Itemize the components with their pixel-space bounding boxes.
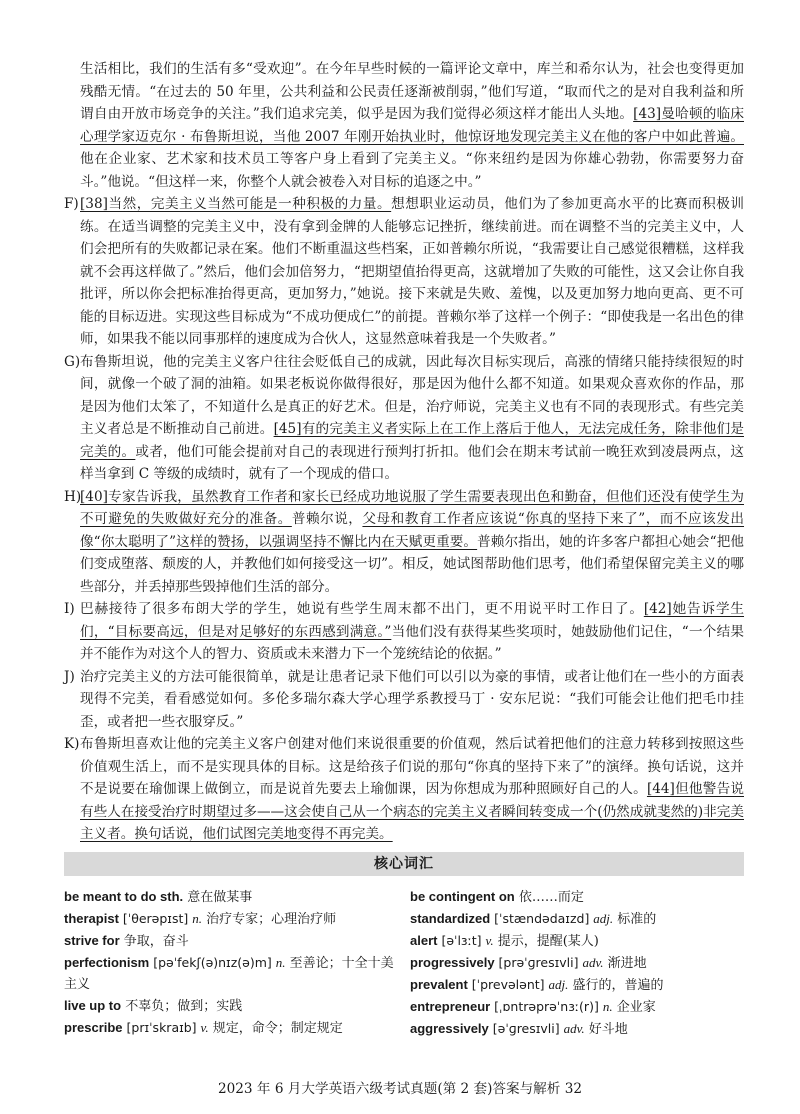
text-segment: 当他们没有获得某些奖项时，她鼓励他们记住，“一个结果并不能作为对这个人的智力、资质或未来潜力下一个笼统结论的依据。” — [80, 623, 744, 662]
text-segment: 布鲁斯坦喜欢让他的完美主义客户创建对他们来说很重要的价值观，然后试着把他们的注意力转移到按照这些价值观生活上，而不是实现具体的目标。这是给孩子们说的那句“你真的坚持下来了”的演绎。换句话说，这并不是说要在瑜伽课上做倒立，而是说首先要去上瑜伽课，因为你想成为那种照顾好自己的人。 — [80, 736, 744, 797]
vocab-pos: adv. — [563, 1020, 585, 1036]
vocab-word: perfectionism — [64, 954, 150, 970]
vocab-phonetic: [pəˈfekʃ(ə)nɪz(ə)m] — [149, 954, 276, 970]
page-footer: 2023 年 6 月大学英语六级考试真题(第 2 套)答案与解析 32 — [217, 1081, 582, 1097]
vocab-definition: 渐进地 — [603, 955, 647, 971]
vocab-entry — [64, 1017, 404, 1039]
paragraph-label: H) — [64, 488, 82, 505]
vocab-definition: 规定，命令；制定规定 — [208, 1020, 343, 1036]
vocab-definition: 标准的 — [613, 911, 657, 927]
paragraph-k — [64, 733, 744, 846]
vocab-definition: 依……而定 — [514, 889, 584, 905]
vocab-definition: 意在做某事 — [183, 889, 253, 905]
vocab-entry — [64, 930, 404, 952]
vocab-definition: 盛行的，普遍的 — [568, 977, 664, 993]
vocab-phonetic: [əˈɡresɪvli] — [488, 1020, 564, 1036]
vocab-word: entrepreneur — [410, 998, 491, 1014]
answer-sentence-45: [45]有的完美主义者实际上在工作上落后于他人，无法完成任务，除非他们是完美的。 — [80, 421, 744, 460]
vocab-word: aggressively — [410, 1020, 489, 1036]
vocab-pos: n. — [602, 998, 613, 1014]
vocab-word: prescribe — [64, 1019, 123, 1035]
text-segment: 想想职业运动员，他们为了参加更高水平的比赛而积极训练。在适当调整的完美主义中，没有拿到金牌的人能够忘记挫折，继续前进。而在调整不当的完美主义中，人们会把所有的失败都记录在案。他们不断重温这些档案，正如普赖尔所说，“我需要让自己感觉很糟糕，这样我就不会再这样做了。”然后，他们会加倍努力，“把期望值抬得更高，这就增加了失败的可能性，这又会让你自我批评，所以你会把标准抬得更高，更加努力，”她说。接下来就是失败、羞愧，以及更加努力地向更高、更不可能的目标迈进。实现这些目标成为“不成功便成仁”的前提。普赖尔举了这样一个例子：“即使我是一名出色的律师，如果我不能以同事那样的速度成为合伙人，这显然意味着我是一个失败者。” — [80, 196, 744, 347]
vocab-word: strive for — [64, 932, 120, 948]
text-segment: 治疗完美主义的方法可能很简单，就是让患者记录下他们可以引以为豪的事情，或者让他们在一些小的方面表现得不完美，看看感觉如何。多伦多瑞尔森大学心理学系教授马丁 · 安东尼说：“我们可能会让他们把毛巾挂歪，或者把一些衣服穿反。” — [80, 668, 744, 730]
vocab-word: progressively — [410, 954, 495, 970]
vocab-entry — [410, 886, 744, 908]
vocab-definition: 好斗地 — [584, 1021, 628, 1037]
page-content — [64, 58, 744, 1040]
vocab-phonetic: [ˈprevələnt] — [467, 976, 549, 992]
text-segment: 布鲁斯坦说，他的完美主义客户往往会贬低自己的成就，因此每次目标实现后，高涨的情绪只能持续很短的时间，就像一个破了洞的油箱。如果老板说你做得很好，那是因为他什么都不知道。如果观众喜欢你的作品，那是因为他们太笨了，不知道什么是真正的好艺术。但是，治疗师说，完美主义也有不同的表现形式。有些完美主义者总是不断推动自己前进。 — [80, 353, 744, 437]
paragraph-label: K) — [64, 736, 80, 752]
vocab-word: live up to — [64, 997, 122, 1013]
vocab-word: standardized — [410, 910, 491, 926]
paragraph-h — [64, 486, 744, 599]
vocab-entry — [410, 974, 744, 996]
vocab-section-title: 核心词汇 — [64, 852, 744, 876]
text-segment: 普赖尔说， — [291, 511, 363, 527]
vocab-phonetic: [ˌɒntrəprəˈnɜː(r)] — [490, 998, 603, 1014]
vocab-pos: v. — [200, 1019, 209, 1035]
paragraph-label: I) — [64, 601, 75, 617]
vocab-phonetic: [əˈlɜːt] — [437, 932, 486, 948]
answer-sentence-44: [44]但他警告说有些人在接受治疗时期望过多——这会使自己从一个病态的完美主义者瞬间转变成一个(仍然成就斐然的)非完美主义者。换句话说，他们试图完美地变得不再完美。 — [80, 781, 744, 842]
vocab-word: therapist — [64, 910, 119, 926]
paragraph-continuation — [64, 58, 744, 193]
vocab-phonetic: [ˈstændədaɪzd] — [490, 910, 594, 926]
paragraph-label: G) — [64, 353, 81, 370]
vocab-pos: v. — [485, 932, 494, 948]
vocab-pos: adj. — [593, 910, 614, 926]
vocab-entry — [410, 1018, 744, 1040]
vocab-entry — [64, 952, 404, 995]
answer-sentence-43: [43]曼哈顿的临床心理学家迈克尔 · 布鲁斯坦说，当他 2007 年刚开始执业时，他惊讶地发现完美主义在他的客户中如此普遍。 — [80, 106, 744, 145]
text-segment: 生活相比，我们的生活有多“受欢迎”。在今年早些时候的一篇评论文章中，库兰和希尔认为，社会也变得更加残酷无情。“在过去的 50 年里，公共利益和公民责任逐渐被削弱，”他们写道，“取而代之的是对自我利益和所谓自由开放市场竞争的关注。”我们追求完美，似乎是因为我们觉得必须这样才能出人头地。 — [80, 61, 744, 122]
vocab-entry — [410, 930, 744, 952]
paragraph-i — [64, 598, 744, 666]
vocab-phonetic: [ˈθerəpɪst] — [118, 910, 193, 926]
vocab-definition: 争取，奋斗 — [119, 933, 189, 949]
vocab-pos: n. — [275, 954, 286, 970]
vocab-pos: adj. — [548, 976, 569, 992]
paragraph-label: J) — [64, 668, 75, 685]
paragraph-j — [64, 666, 744, 734]
vocab-entry — [64, 886, 404, 908]
vocab-phonetic: [prɪˈskraɪb] — [122, 1019, 201, 1035]
vocab-word: prevalent — [410, 976, 468, 992]
vocab-entry — [410, 996, 744, 1018]
vocab-definition: 治疗专家；心理治疗师 — [201, 911, 337, 927]
vocab-column-right — [410, 886, 744, 1040]
answer-sentence-40: [40]专家告诉我，虽然教育工作者和家长已经成功地说服了学生需要表现出色和勤奋，但他们还没有使学生为不可避免的失败做好充分的准备。 — [80, 488, 744, 527]
vocab-entry — [64, 908, 404, 930]
vocab-word: be meant to do sth. — [64, 888, 184, 904]
answer-sentence-42: [42]她告诉学生们，“目标要高远，但是对足够好的东西感到满意。” — [80, 601, 745, 640]
vocab-definition: 不辜负；做到；实践 — [121, 998, 243, 1014]
text-segment: 巴赫接待了很多布朗大学的学生，她说有些学生周末都不出门，更不用说平时工作日了。 — [80, 601, 644, 617]
vocab-entry — [410, 952, 744, 974]
vocab-word: alert — [410, 932, 438, 948]
vocab-phonetic: [prəˈɡresɪvli] — [494, 954, 583, 970]
vocab-definition: 提示，提醒(某人) — [493, 933, 599, 949]
text-segment: 他在企业家、艺术家和技术员工等客户身上看到了完美主义。“你来纽约是因为你雄心勃勃，你需要努力奋斗。”他说。“但这样一来，你整个人就会被卷入对目标的追逐之中。” — [80, 151, 744, 190]
paragraph-g — [64, 351, 744, 486]
text-segment: 或者，他们可能会提前对自己的表现进行预判打折扣。他们会在期末考试前一晚狂欢到凌晨两点，这样当拿到 C 等级的成绩时，就有了一个现成的借口。 — [80, 443, 745, 482]
vocab-list — [64, 886, 744, 1040]
vocab-pos: adv. — [582, 954, 604, 970]
vocab-entry — [64, 995, 404, 1017]
vocab-entry — [410, 908, 744, 930]
vocab-word: be contingent on — [410, 888, 515, 904]
underlined-sentence: 父母和教育工作者应该说“你真的坚持下来了”，而不应该发出像“你太聪明了”这样的赞扬，以强调坚持不懈比内在天赋更重要。 — [80, 511, 745, 550]
vocab-pos: n. — [192, 910, 202, 926]
answer-sentence-38: [38]当然，完美主义当然可能是一种积极的力量。 — [80, 196, 392, 212]
vocab-definition: 至善论；十全十美主义 — [64, 955, 394, 992]
paragraph-label: F) — [64, 196, 79, 212]
paragraph-f — [64, 193, 744, 351]
text-segment: 普赖尔指出，她的许多客户都担心她会“把他们变成堕落、颓废的人，并教他们如何接受这一切”。相反，她试图帮助他们思考，他们希望保留完美主义的哪些部分，并丢掉那些毁掉他们生活的部分。 — [80, 533, 744, 595]
vocab-definition: 企业家 — [612, 999, 656, 1015]
vocab-column-left — [64, 886, 410, 1040]
